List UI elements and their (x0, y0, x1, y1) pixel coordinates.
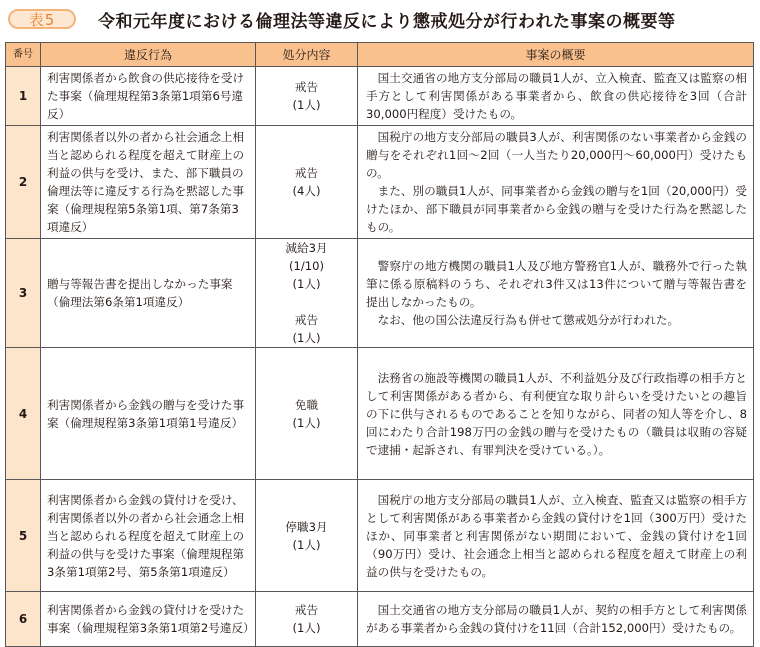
column-header-violation: 違反行為 (41, 43, 256, 67)
disposition-cell (256, 67, 358, 126)
summary-paragraph: 警察庁の地方機関の職員1人及び地方警務官1人が、職務外で行った執筆に係る原稿料のうち、それぞれ3件又は13件について贈与等報告書を提出しなかったもの。 (366, 259, 747, 309)
summary-cell (358, 126, 754, 239)
case-number: 1 (6, 67, 41, 126)
table-row (6, 592, 754, 647)
disposition-count: (1人) (292, 415, 321, 430)
disposition-cell (256, 239, 358, 348)
page-title: 令和元年度における倫理法等違反により懲戒処分が行われた事案の概要等 (98, 11, 676, 32)
disposition-type: 戒告 (294, 313, 319, 327)
disposition-type: 戒告 (294, 603, 319, 617)
summary-paragraph: 国税庁の地方支分部局の職員1人が、立入検査、監査又は監察の相手方として利害関係がある事業者から金銭の貸付けを1回（300万円）受けたほか、同事業者と利害関係がない期間において、金銭の貸付けを1回（90万円）受け、社会通念上相当と認められる程度を超えて財産上の利益の供与を受けたもの。 (366, 492, 747, 579)
disposition-cell (256, 126, 358, 239)
disposition-type: 戒告 (294, 166, 319, 180)
disposition-type: 戒告 (294, 80, 319, 94)
disposition-count: (1人) (292, 98, 321, 112)
summary-cell (358, 592, 754, 647)
table-number-badge: 表5 (8, 9, 76, 29)
column-header-disposition: 処分内容 (256, 43, 358, 67)
summary-paragraph: 国土交通省の地方支分部局の職員1人が、立入検査、監査又は監察の相手方として利害関係がある事業者から、飲食の供応接待を3回（合計30,000円程度）受けたもの。 (366, 71, 747, 121)
disposition-count: (1人) (292, 537, 321, 552)
summary-paragraph: なお、他の国公法違反行為も併せて懲戒処分が行われた。 (377, 313, 680, 327)
case-number: 4 (6, 348, 41, 480)
disposition-spacer (256, 293, 357, 311)
summary-paragraph: 国土交通省の地方支分部局の職員1人が、契約の相手方として利害関係がある事業者から金銭の貸付けを11回（合計152,000円）受けたもの。 (366, 603, 747, 635)
disposition-count: (1人) (292, 331, 321, 345)
violation-cell: 利害関係者から金銭の貸付けを受けた事案（倫理規程第3条第1項第2号違反） (41, 592, 256, 647)
summary-cell (358, 348, 754, 480)
table-row (6, 239, 754, 348)
disposition-cell (256, 592, 358, 647)
violation-cell: 贈与等報告書を提出しなかった事案（倫理法第6条第1項違反） (41, 239, 256, 348)
table-row (6, 348, 754, 480)
disposition-count: (1人) (292, 277, 321, 291)
summary-cell (358, 239, 754, 348)
violation-cell: 利害関係者から金銭の贈与を受けた事案（倫理規程第3条第1項第1号違反） (41, 348, 256, 480)
table-row (6, 67, 754, 126)
table-caption (8, 6, 676, 32)
case-number: 6 (6, 592, 41, 647)
disposition-count: (1人) (292, 621, 321, 635)
disposition-type: 免職 (294, 397, 319, 412)
table-header-row (6, 43, 754, 67)
disposition-rate: (1/10) (288, 259, 325, 273)
case-number: 2 (6, 126, 41, 239)
disciplinary-cases-table (5, 42, 754, 647)
disposition-cell (256, 480, 358, 592)
violation-cell: 利害関係者以外の者から社会通念上相当と認められる程度を超えて財産上の利益の供与を受け、また、部下職員の倫理法等に違反する行為を黙認した事案（倫理規程第5条第1項、第7条第3項違反） (41, 126, 256, 239)
disposition-count: (4人) (292, 184, 321, 198)
summary-cell (358, 67, 754, 126)
summary-paragraph: 法務省の施設等機関の職員1人が、不利益処分及び行政指導の相手方として利害関係がある者から、有利便宜な取り計らいを受けたいとの趣旨の下に供与されるものであることを知りながら、同者の知人等を介し、8回にわたり合計198万円の金銭の贈与を受けたもの（職員は収賄の容疑で逮捕・起訴され、有罪判決を受けている。）。 (366, 370, 747, 457)
column-header-summary: 事案の概要 (358, 43, 754, 67)
table-row (6, 480, 754, 592)
summary-paragraph: 国税庁の地方支分部局の職員3人が、利害関係のない事業者から金銭の贈与をそれぞれ1回～2回（一人当たり20,000円～60,000円）受けたもの。 (366, 130, 747, 180)
summary-cell (358, 480, 754, 592)
case-number: 3 (6, 239, 41, 348)
case-number: 5 (6, 480, 41, 592)
column-header-number: 番号 (6, 43, 41, 67)
disposition-type: 停職3月 (285, 519, 328, 534)
table-row (6, 126, 754, 239)
violation-cell: 利害関係者から飲食の供応接待を受けた事案（倫理規程第3条第1項第6号違反） (41, 67, 256, 126)
disposition-cell (256, 348, 358, 480)
violation-cell: 利害関係者から金銭の貸付けを受け、利害関係者以外の者から社会通念上相当と認められる程度を超えて財産上の利益の供与を受けた事案（倫理規程第3条第1項第2号、第5条第1項違反） (41, 480, 256, 592)
summary-paragraph: また、別の職員1人が、同事業者から金銭の贈与を1回（20,000円）受けたほか、部下職員が同事業者から金銭の贈与を受けた行為を黙認したもの。 (366, 184, 747, 234)
disposition-type: 減給3月 (285, 241, 328, 255)
